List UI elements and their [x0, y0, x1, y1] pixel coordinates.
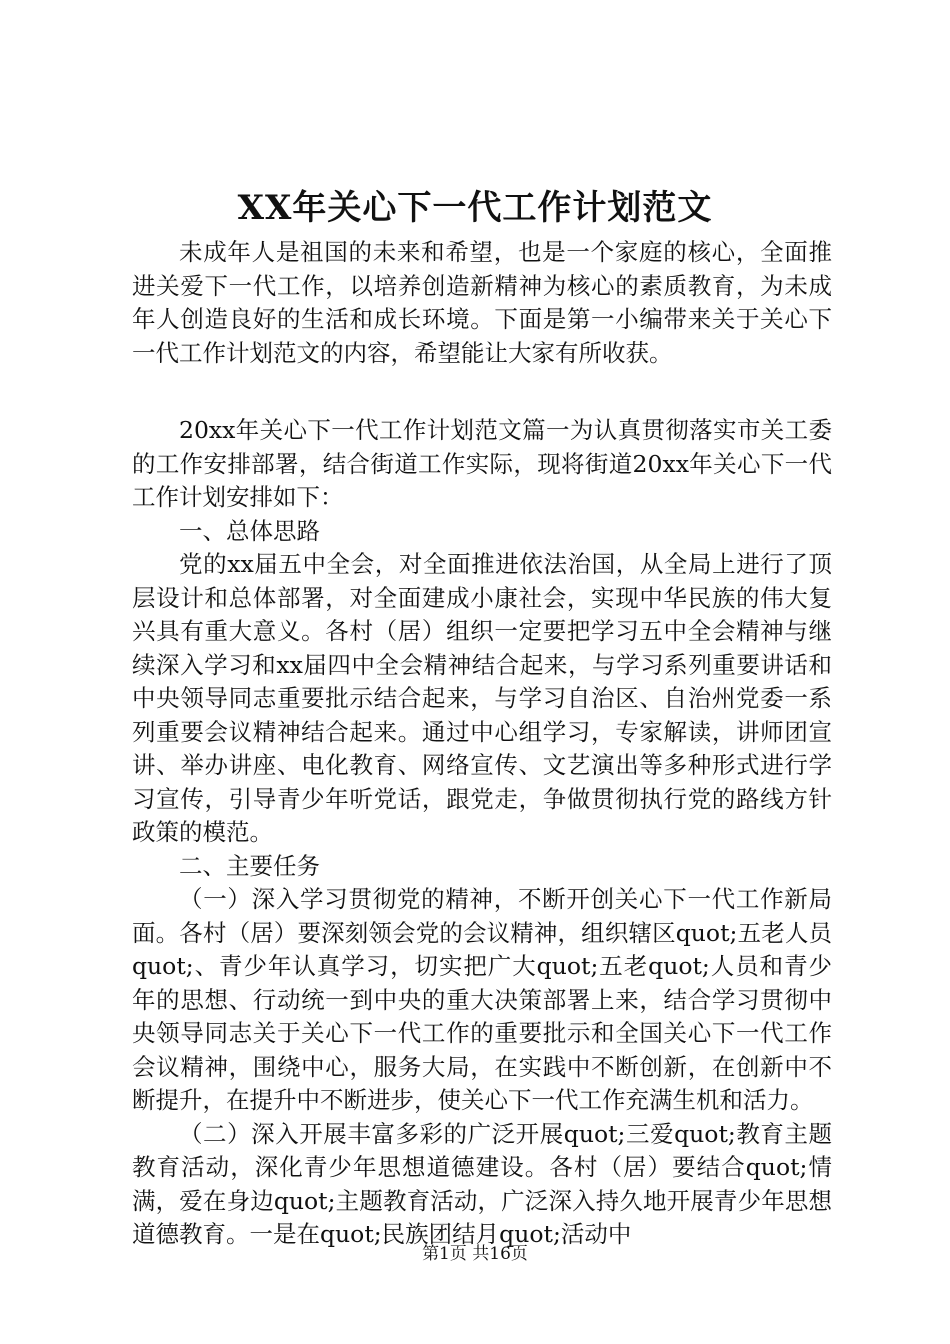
body-paragraph-task-one: （一）深入学习贯彻党的精神，不断开创关心下一代工作新局面。各村（居）要深刻领会党的会议精神，组织辖区quot;五老人员quot;、青少年认真学习，切实把广大quot;五老quot;人员和青少年的思想、行动统一到中央的重大决策部署上来，结合学习贯彻中央领导同志关于关心下一代工作的重要批示和全国关心下一代工作会议精神，围绕中心，服务大局，在实践中不断创新，在创新中不断提升，在提升中不断进步，使关心下一代工作充满生机和活力。 — [132, 885, 832, 1114]
body-paragraph-plan-intro: 20xx年关心下一代工作计划范文篇一为认真贯彻落实市关工委的工作安排部署，结合街道工作实际，现将街道20xx年关心下一代工作计划安排如下： — [132, 416, 832, 511]
body-paragraph-overall-approach: 党的xx届五中全会，对全面推进依法治国，从全局上进行了顶层设计和总体部署，对全面建成小康社会，实现中华民族的伟大复兴具有重大意义。各村（居）组织一定要把学习五中全会精神与继续深入学习和xx届四中全会精神结合起来，与学习系列重要讲话和中央领导同志重要批示结合起来，与学习自治区、自治州党委一系列重要会议精神结合起来。通过中心组学习，专家解读，讲师团宣讲、举办讲座、电化教育、网络宣传、文艺演出等多种形式进行学习宣传，引导青少年听党话，跟党走，争做贯彻执行党的路线方针政策的模范。 — [132, 550, 832, 846]
document-body — [132, 236, 832, 1252]
section-heading-main-tasks: 二、主要任务 — [179, 851, 320, 880]
paragraph-spacer — [132, 370, 832, 414]
section-heading-overall-approach: 一、总体思路 — [179, 516, 320, 545]
body-paragraph-task-two: （二）深入开展丰富多彩的广泛开展quot;三爱quot;教育主题教育活动，深化青少年思想道德建设。各村（居）要结合quot;情满，爱在身边quot;主题教育活动，广泛深入持久地开展青少年思想道德教育。一是在quot;民族团结月quot;活动中 — [132, 1119, 832, 1248]
document-title: XX年关心下一代工作计划范文 — [237, 188, 713, 228]
page-number-footer: 第1页 共16页 — [422, 1244, 528, 1264]
intro-paragraph: 未成年人是祖国的未来和希望，也是一个家庭的核心，全面推进关爱下一代工作，以培养创造新精神为核心的素质教育，为未成年人创造良好的生活和成长环境。下面是第一小编带来关于关心下一代工作计划范文的内容，希望能让大家有所收获。 — [132, 238, 832, 367]
